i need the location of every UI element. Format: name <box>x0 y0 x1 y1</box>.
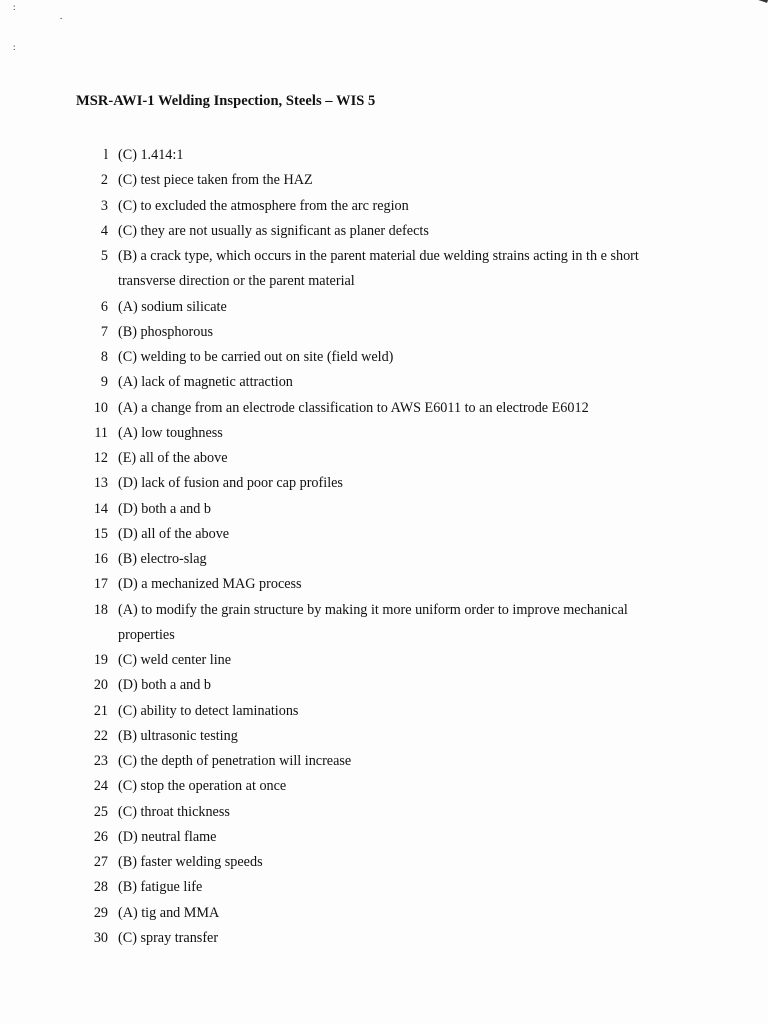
answer-number: 18 <box>93 601 108 618</box>
answer-text: (C) throat thickness <box>118 803 230 820</box>
answer-number: 15 <box>93 525 108 542</box>
answer-text: (C) to excluded the atmosphere from the arc region <box>118 197 409 214</box>
answer-text: (B) fatigue life <box>118 879 203 896</box>
answer-number: 22 <box>93 727 108 744</box>
answer-text: (C) welding to be carried out on site (field weld) <box>118 349 394 365</box>
answer-text: (B) electro-slag <box>118 551 207 567</box>
answer-number: 16 <box>93 551 108 567</box>
answer-item <box>0 471 768 496</box>
answer-number: 9 <box>100 374 108 391</box>
answer-text: (D) lack of fusion and poor cap profiles <box>118 475 343 492</box>
answer-number: 8 <box>100 349 108 365</box>
answer-item <box>0 926 768 951</box>
answer-number: 10 <box>93 399 108 416</box>
answer-text: (A) to modify the grain structure by making it more uniform order to improve mechanical properties <box>118 601 628 643</box>
answer-number: l <box>104 147 108 163</box>
answer-item <box>0 800 768 825</box>
answer-number: 25 <box>93 803 108 820</box>
answer-number: 29 <box>93 904 108 921</box>
answer-text: (C) the depth of penetration will increase <box>118 753 352 769</box>
answer-item <box>0 875 768 900</box>
answer-text: (C) test piece taken from the HAZ <box>118 172 313 189</box>
answer-text: (C) stop the operation at once <box>118 778 287 795</box>
answer-number: 27 <box>93 854 108 870</box>
answer-number: 17 <box>93 576 108 593</box>
answer-number: 19 <box>93 652 108 668</box>
answer-item <box>0 421 768 446</box>
answer-text: (A) tig and MMA <box>118 904 220 921</box>
answer-number: 28 <box>93 879 108 896</box>
answer-number: 20 <box>93 677 108 694</box>
answer-text: (B) ultrasonic testing <box>118 727 238 744</box>
answer-item <box>0 194 768 219</box>
answer-text: (C) 1.414:1 <box>118 147 184 163</box>
answer-text: (A) low toughness <box>118 424 223 441</box>
answer-text: (A) lack of magnetic attraction <box>118 374 293 391</box>
answer-item <box>0 497 768 522</box>
answer-number: 30 <box>93 929 108 946</box>
answer-item <box>0 825 768 850</box>
answer-item <box>0 774 768 799</box>
answer-item <box>0 244 768 295</box>
answer-text: (E) all of the above <box>118 450 228 466</box>
answer-item <box>0 345 768 370</box>
answer-number: 26 <box>93 828 108 845</box>
answer-text: (C) ability to detect laminations <box>118 702 299 719</box>
answer-item <box>0 724 768 749</box>
answer-item <box>0 446 768 471</box>
answer-number: 4 <box>100 222 108 239</box>
scan-mark: : <box>13 2 16 12</box>
answer-item <box>0 396 768 421</box>
answer-text: (D) both a and b <box>118 500 211 517</box>
answer-item <box>0 699 768 724</box>
answer-item <box>0 320 768 345</box>
answer-number: 7 <box>100 323 108 340</box>
answer-item <box>0 572 768 597</box>
answer-text: (D) a mechanized MAG process <box>118 576 302 593</box>
answer-text: (C) spray transfer <box>118 929 219 946</box>
answer-number: 6 <box>100 298 108 315</box>
answer-item <box>0 901 768 926</box>
answer-item <box>0 219 768 244</box>
answer-item <box>0 850 768 875</box>
answer-text: (D) neutral flame <box>118 828 217 845</box>
answer-number: 21 <box>93 702 108 719</box>
answer-text: (D) both a and b <box>118 677 211 694</box>
answer-number: 13 <box>93 475 108 492</box>
answer-text: (C) they are not usually as significant as planer defects <box>118 222 429 239</box>
scan-mark: . <box>60 11 63 21</box>
answer-item <box>0 168 768 193</box>
answer-number: 12 <box>93 450 108 466</box>
scan-edge-artifact <box>754 0 768 3</box>
page-title: MSR-AWI-1 Welding Inspection, Steels – WIS 5 <box>76 93 376 109</box>
answer-item <box>0 673 768 698</box>
answer-text: (B) phosphorous <box>118 323 213 340</box>
answer-item <box>0 648 768 673</box>
scan-mark: : <box>13 42 16 52</box>
answer-text: (C) weld center line <box>118 652 232 668</box>
answer-text: (B) a crack type, which occurs in the parent material due welding strains acting in th e short transverse direction or the parent material <box>118 248 639 290</box>
answer-item <box>0 295 768 320</box>
answer-item <box>0 547 768 572</box>
answer-number: 24 <box>93 778 108 795</box>
answer-text: (A) a change from an electrode classification to AWS E6011 to an electrode E6012 <box>118 399 589 416</box>
answer-item <box>0 749 768 774</box>
answer-number: 3 <box>100 197 108 214</box>
answer-item <box>0 370 768 395</box>
answer-number: 5 <box>100 248 108 264</box>
answer-text: (A) sodium silicate <box>118 298 227 315</box>
answer-text: (D) all of the above <box>118 525 230 542</box>
answer-number: 2 <box>100 172 108 189</box>
answer-list <box>0 143 768 951</box>
answer-text: (B) faster welding speeds <box>118 854 263 870</box>
answer-item <box>0 143 768 168</box>
answer-number: 23 <box>93 753 108 769</box>
answer-item <box>0 598 768 649</box>
answer-number: 14 <box>93 500 108 517</box>
answer-number: 11 <box>94 424 108 441</box>
answer-item <box>0 522 768 547</box>
